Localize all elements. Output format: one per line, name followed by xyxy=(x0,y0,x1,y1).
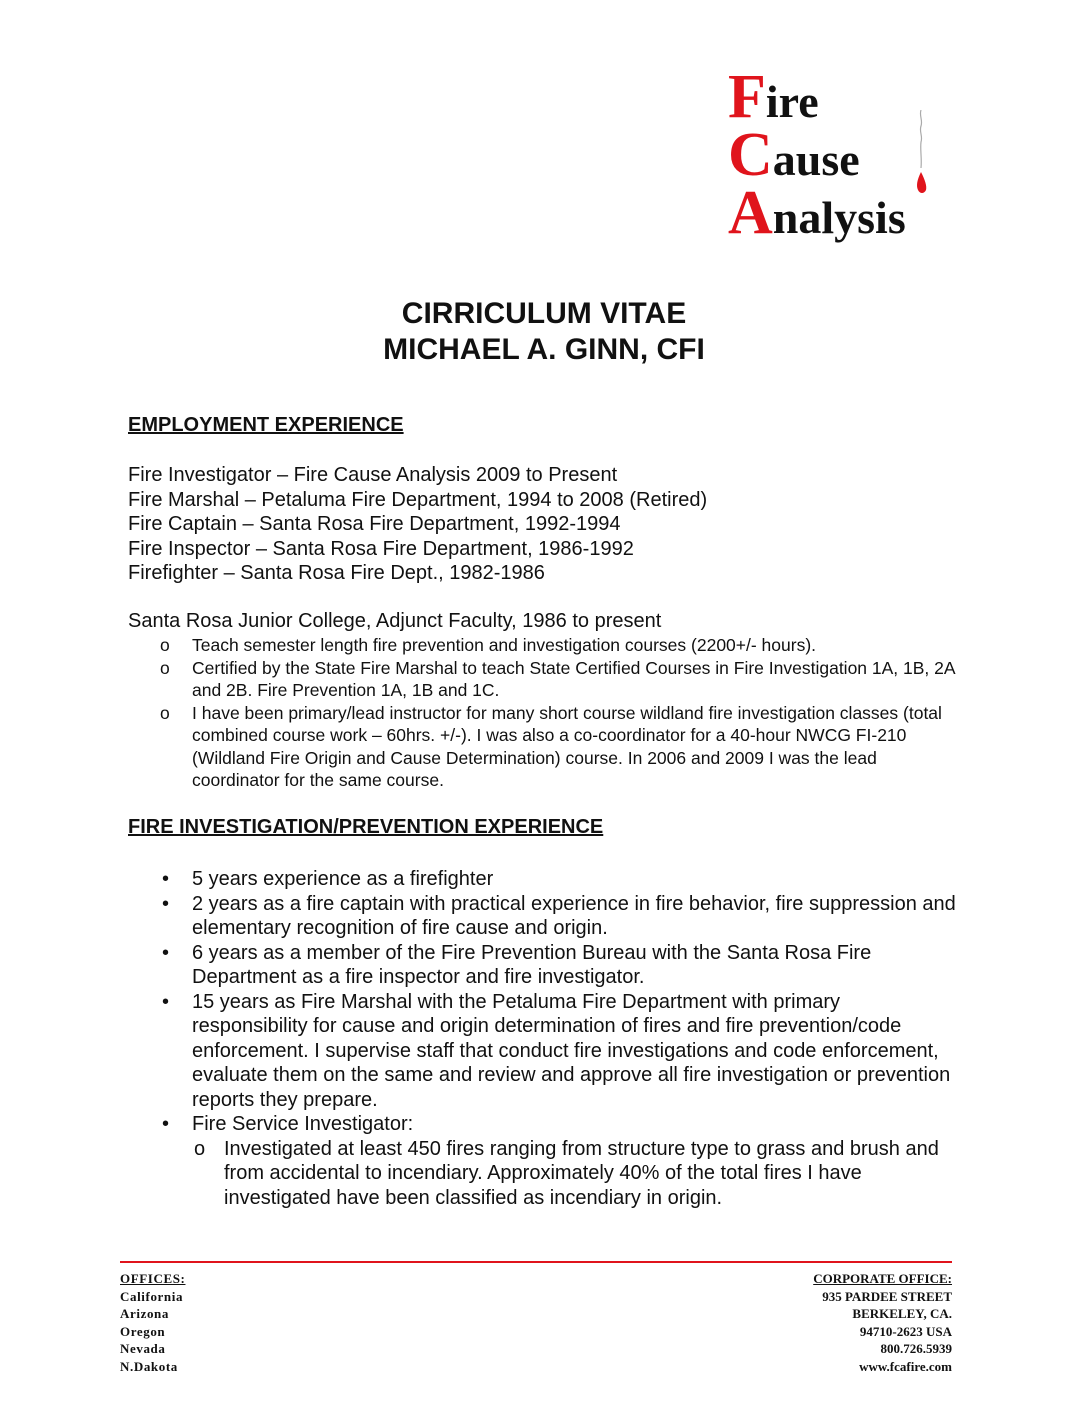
document-title xyxy=(0,296,1088,368)
office-location: N.Dakota xyxy=(120,1358,178,1374)
corporate-website-link[interactable]: www.fcafire.com xyxy=(859,1358,952,1374)
college-duty-item: o Teach semester length fire prevention and investigation courses (2200+/- hours). xyxy=(160,635,817,655)
college-position: Santa Rosa Junior College, Adjunct Faculty, 1986 to present xyxy=(128,610,662,632)
title-line-1: CIRRICULUM VITAE xyxy=(401,297,687,330)
bullet-icon: • xyxy=(162,990,170,1013)
logo-line-analysis: Analysis xyxy=(728,179,906,247)
college-duty-item: o Certified by the State Fire Marshal to teach State Certified Courses in Fire Investigation 1A, 1B, 2A and 2B. Fire Prevention 1A, 1B and 1C. xyxy=(160,657,955,700)
bullet-icon: • xyxy=(162,941,170,964)
fire-experience-heading: FIRE INVESTIGATION/PREVENTION EXPERIENCE xyxy=(128,816,604,838)
employment-item: Fire Captain – Santa Rosa Fire Department, 1992-1994 xyxy=(128,513,621,535)
bullet-icon: • xyxy=(162,892,170,915)
corporate-phone: 800.726.5939 xyxy=(880,1341,952,1356)
college-duty-item: o I have been primary/lead instructor for many short course wildland fire investigation classes (total combined course work – 60hrs. +/-). I was also a co-coordinator for a 40-hour NWCG FI-210 (Wildland Fire Origin and Cause Determination) course. In 2006 and 2009 I was the lead coordinator for the same course. xyxy=(160,702,942,790)
fire-experience-list xyxy=(160,867,960,1210)
corporate-address-city: BERKELEY, CA. xyxy=(852,1306,952,1321)
employment-item: Fire Investigator – Fire Cause Analysis 2009 to Present xyxy=(128,464,618,486)
experience-item: • 2 years as a fire captain with practical experience in fire behavior, fire suppression and elementary recognition of fire cause and origin. xyxy=(162,892,956,939)
corporate-office-block xyxy=(813,1270,952,1375)
logo-line-fire: Fire xyxy=(728,63,819,131)
title-line-2: MICHAEL A. GINN, CFI xyxy=(383,333,705,366)
office-location: Oregon xyxy=(120,1323,166,1339)
experience-item: • 5 years experience as a firefighter xyxy=(162,868,494,890)
employment-list xyxy=(128,463,707,586)
corporate-address-street: 935 PARDEE STREET xyxy=(822,1288,952,1304)
experience-item: • 15 years as Fire Marshal with the Petaluma Fire Department with primary responsibility for cause and origin determination of fires and fire prevention/code enforcement. I supervise staff that conduct fire investigations and code enforcement, evaluate them on the same and review and approve all fire investigation or prevention reports they prepare. xyxy=(162,990,951,1111)
experience-item: • 6 years as a member of the Fire Prevention Bureau with the Santa Rosa Fire Department as a fire inspector and fire investigator. xyxy=(162,941,872,988)
circle-bullet-icon: o xyxy=(160,635,170,655)
experience-sub-item: o Investigated at least 450 fires ranging from structure type to grass and brush and from accidental to incendiary. Approximately 40% of the total fires I have investigated have been classified as incendiary in origin. xyxy=(194,1137,939,1209)
employment-item: Fire Marshal – Petaluma Fire Department, 1994 to 2008 (Retired) xyxy=(128,488,708,511)
office-location: Arizona xyxy=(120,1306,169,1321)
employment-item: Fire Inspector – Santa Rosa Fire Department, 1986-1992 xyxy=(128,537,634,560)
circle-bullet-icon: o xyxy=(194,1137,206,1160)
experience-item: • Fire Service Investigator: xyxy=(162,1113,414,1135)
flame-drop-icon xyxy=(914,110,928,200)
footer-divider xyxy=(120,1261,952,1263)
company-logo xyxy=(728,63,968,247)
offices-block xyxy=(120,1270,185,1375)
logo-line-cause: Cause xyxy=(728,121,860,189)
bullet-icon: • xyxy=(162,868,170,890)
bullet-icon: • xyxy=(162,1113,170,1135)
offices-heading: OFFICES: xyxy=(120,1271,186,1286)
office-location: California xyxy=(120,1288,184,1304)
office-location: Nevada xyxy=(120,1341,166,1356)
circle-bullet-icon: o xyxy=(160,702,170,723)
circle-bullet-icon: o xyxy=(160,657,170,678)
corporate-address-zip: 94710-2623 USA xyxy=(859,1323,952,1339)
college-duties-list xyxy=(160,634,960,792)
employment-heading: EMPLOYMENT EXPERIENCE xyxy=(128,414,404,436)
corporate-office-heading: CORPORATE OFFICE: xyxy=(813,1271,952,1286)
employment-item: Firefighter – Santa Rosa Fire Dept., 1982-1986 xyxy=(128,562,545,584)
